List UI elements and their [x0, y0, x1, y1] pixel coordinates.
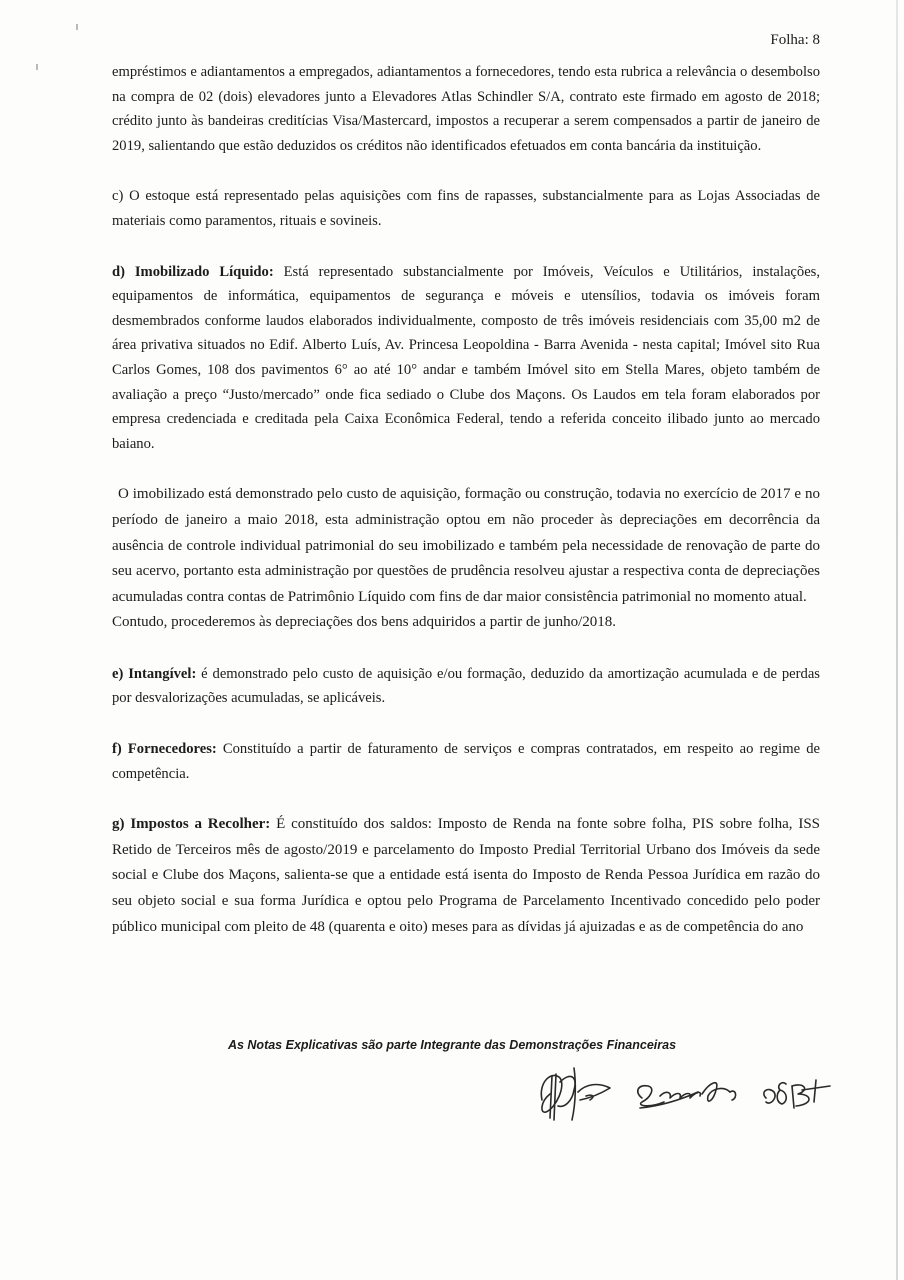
section-text-impostos: É constituído dos saldos: Imposto de Renda na fonte sobre folha, PIS sobre folha, ISS Retido de Terceiros mês de agosto/2019 e parcelamento do Imposto Predial Territorial Urbano dos Imóveis da sede social e Clube dos Maçons, salienta-se que a entidade está isenta do Imposto de Renda Pessoa Jurídica em razão do seu objeto social e sua forma Jurídica e optou pelo Programa de Parcelamento Incentivado concedido pelo poder público municipal com pleito de 48 (quarenta e oito) meses para as dívidas já ajuizadas e as de competência do ano — [112, 816, 821, 935]
signature-1 — [541, 1068, 610, 1120]
paragraph-emprestimos: empréstimos e adiantamentos a empregados, adiantamentos a fornecedores, tendo esta rubrica a relevância o desembolso na compra de 02 (dois) elevadores junto a Elevadores Atlas Schindler S/A, contrato este firmado em agosto de 2018; crédito junto às bandeiras creditícias Visa/Mastercard, impostos a recuperar a serem compensados a partir de janeiro de 2019, salientando que estão deduzidos os créditos não identificados efetuados em conta bancária da instituição. — [112, 64, 820, 154]
paragraph-imobilizado-custo: O imobilizado está demonstrado pelo custo de aquisição, formação ou construção, todavia no exercício de 2017 e no período de janeiro a maio 2018, esta administração optou em não proceder às depreciações em decorrência da ausência de controle individual patrimonial do seu imobilizado e também pela necessidade de renovação de parte do seu acervo, portanto esta administração por questões de prudência resolveu ajustar a respectiva conta de depreciações acumuladas contra contas de Patrimônio Líquido com fins de dar maior consistência patrimonial no momento atual. — [112, 486, 820, 605]
scan-speck — [76, 24, 78, 30]
section-text-fornecedores: Constituído a partir de faturamento de serviços e compras contratados, em respeito ao regime de competência. — [112, 741, 820, 782]
paragraph-contudo: Contudo, procederemos às depreciações dos bens adquiridos a partir de junho/2018. — [112, 614, 617, 631]
paragraph-estoque: c) O estoque está representado pelas aquisições com fins de rapasses, substancialmente para as Lojas Associadas de materiais como paramentos, rituais e sovineis. — [112, 188, 820, 229]
document-body — [112, 60, 820, 966]
section-text-intangivel: é demonstrado pelo custo de aquisição e/ou formação, deduzido da amortização acumulada e de perdas por desvalorizações acumuladas, se aplicáveis. — [112, 665, 820, 707]
footer-note: As Notas Explicativas são parte Integrante das Demonstrações Financeiras — [227, 1038, 677, 1052]
handwritten-signatures — [530, 1062, 840, 1132]
paragraph-imobilizado-liquido — [112, 260, 820, 457]
section-label-fornecedores: f) Fornecedores: — [112, 741, 217, 758]
page-number: Folha: 8 — [770, 32, 820, 48]
signature-2 — [638, 1083, 736, 1108]
page-edge — [896, 0, 898, 1280]
paragraph-impostos — [112, 812, 820, 940]
section-label-imobilizado: d) Imobilizado Líquido: — [112, 263, 274, 280]
scan-speck — [36, 64, 38, 70]
section-label-intangivel: e) Intangível: — [112, 665, 197, 682]
section-text-imobilizado: Está representado substancialmente por Imóveis, Veículos e Utilitários, instalações, equipamentos de informática, equipamentos de segurança e móveis e utensílios, todavia os imóveis foram desmembrados conforme laudos elaborados individualmente, composto de três imóveis residenciais com 35,00 m2 de área privativa situados no Edif. Alberto Luís, Av. Princesa Leopoldina - Barra Avenida - nesta capital; Imóvel sito Rua Carlos Gomes, 108 dos pavimentos 6° ao até 10° andar e também Imóvel sito em Stella Mares, objeto também de avaliação a preço “Justo/mercado” onde fica sediado o Clube dos Maçons. Os Laudos em tela foram elaborados por empresa credenciada e creditada pela Caixa Econômica Federal, tendo a referida conceito ilibado junto ao mercado baiano. — [112, 263, 821, 452]
section-label-impostos: g) Impostos a Recolher: — [112, 816, 271, 833]
paragraph-fornecedores — [112, 737, 820, 786]
handwritten-numbers — [764, 1080, 830, 1108]
paragraph-intangivel — [112, 662, 820, 711]
